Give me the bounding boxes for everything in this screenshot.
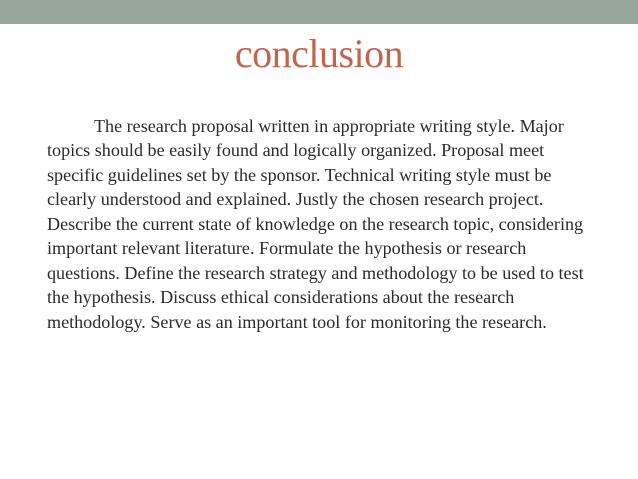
- top-accent-bar: [0, 0, 638, 24]
- slide-title: conclusion: [234, 31, 404, 76]
- slide-body-text: The research proposal written in appropriate writing style. Major topics should be easily found and logically organized. Proposal meet specific guidelines set by the sponsor. Technical writing style must be clearly understood and explained. Justly the chosen research project. Describe the current state of knowledge on the research topic, considering important relevant literature. Formulate the hypothesis or research questions. Define the research strategy and methodology to be used to test the hypothesis. Discuss ethical considerations about the research methodology. Serve as an important tool for monitoring the research.: [47, 116, 584, 332]
